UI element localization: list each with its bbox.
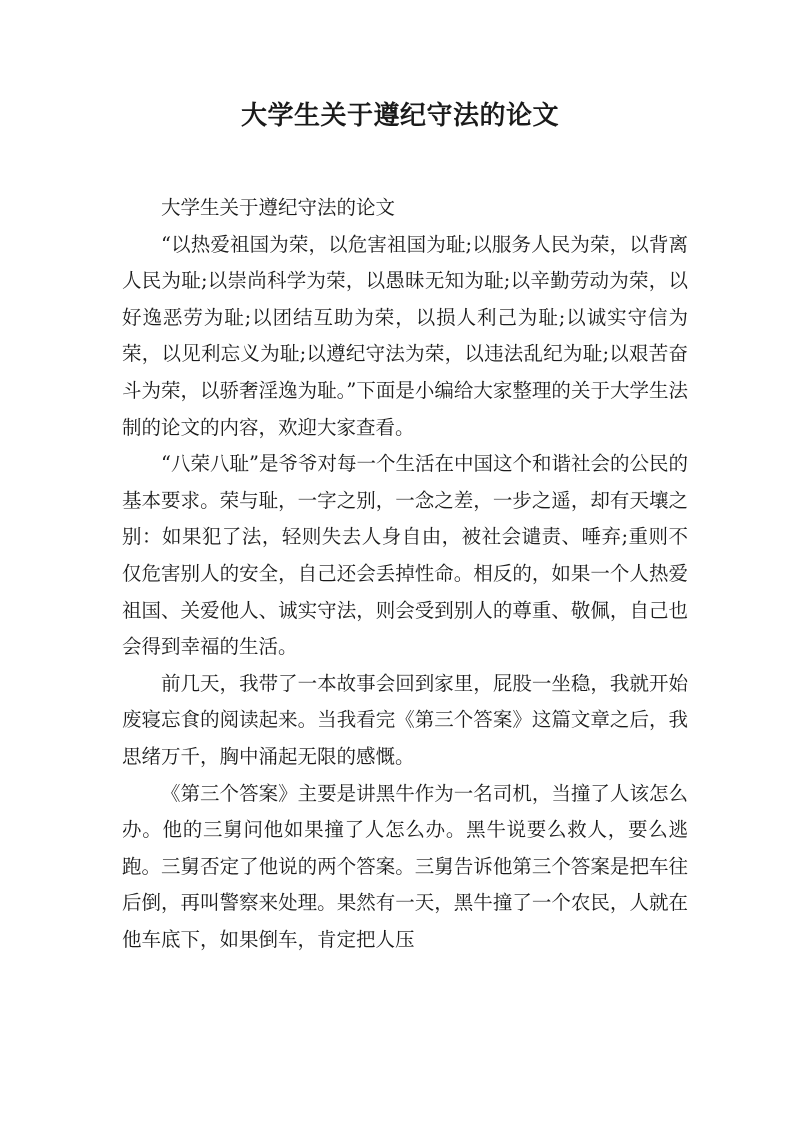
document-title: 大学生关于遵纪守法的论文: [240, 101, 559, 131]
paragraph-subtitle: 大学生关于遵纪守法的论文: [161, 196, 396, 219]
paragraph-third-answer: 《第三个答案》主要是讲黑牛作为一名司机，当撞了人该怎么办。他的三舅问他如果撞了人怎么办。黑牛说要么救人，要么逃跑。三舅否定了他说的两个答案。三舅告诉他第三个答案是把车往后倒，再叫警察来处理。果然有一天，黑牛撞了一个农民，人就在他车底下，如果倒车，肯定把人压: [122, 781, 688, 951]
paragraph-story-intro: 前几天，我带了一本故事会回到家里，屁股一坐稳，我就开始废寝忘食的阅读起来。当我看完《第三个答案》这篇文章之后，我思绪万千，胸中涌起无限的感慨。: [122, 671, 688, 768]
document-body: [122, 190, 688, 958]
paragraph-eight-honors: “八荣八耻”是爷爷对每一个生活在中国这个和谐社会的公民的基本要求。荣与耻，一字之别，一念之差，一步之遥，却有天壤之别：如果犯了法，轻则失去人身自由，被社会谴责、唾弃;重则不仅危害别人的安全，自己还会丢掉性命。相反的，如果一个人热爱祖国、关爱他人、诚实守法，则会受到别人的尊重、敬佩，自己也会得到幸福的生活。: [122, 452, 688, 659]
paragraph-quote: “以热爱祖国为荣，以危害祖国为耻;以服务人民为荣，以背离人民为耻;以崇尚科学为荣，以愚昧无知为耻;以辛勤劳动为荣，以好逸恶劳为耻;以团结互助为荣，以损人利己为耻;以诚实守信为荣，以见利忘义为耻;以遵纪守法为荣，以违法乱纪为耻;以艰苦奋斗为荣，以骄奢淫逸为耻。”下面是小编给大家整理的关于大学生法制的论文的内容，欢迎大家查看。: [122, 232, 688, 439]
